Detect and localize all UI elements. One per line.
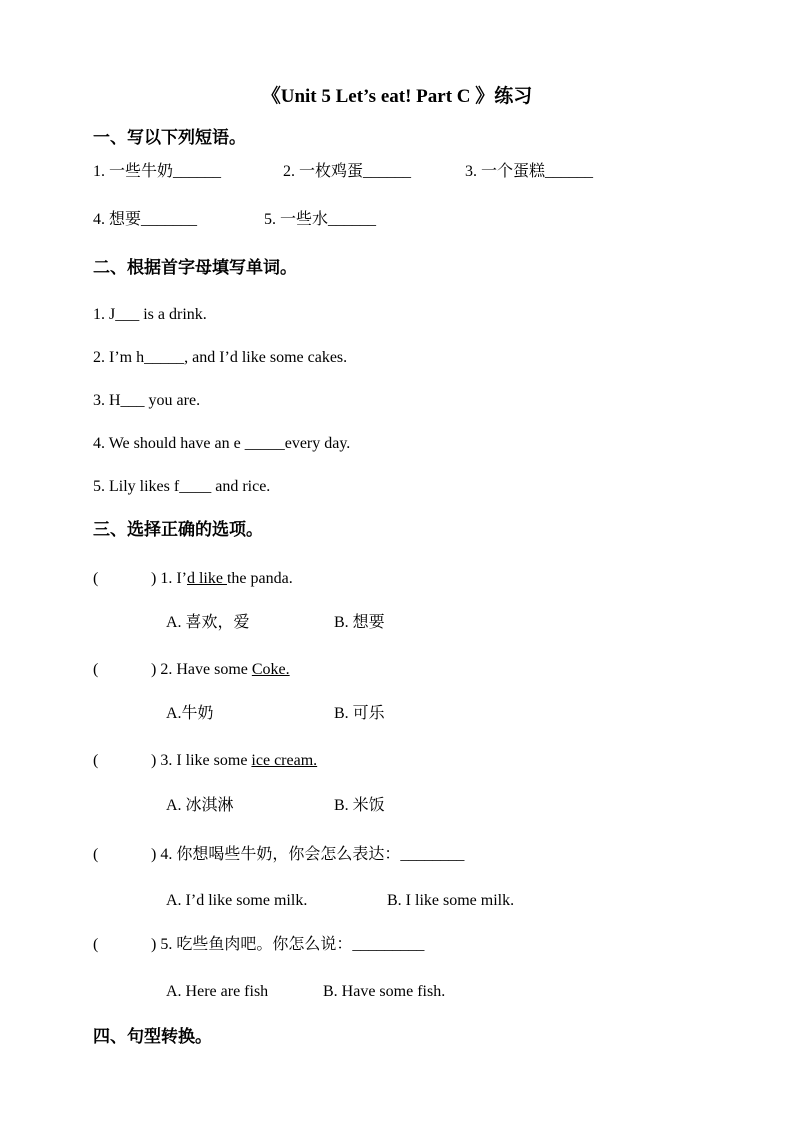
answer-paren-open: (: [93, 846, 99, 863]
section3-heading: 三、选择正确的选项。: [93, 520, 263, 539]
question-text: 5. 吃些鱼肉吧。你怎么说：_________: [160, 936, 425, 953]
choice-question-2: [93, 660, 290, 680]
option-b: B. I like some milk.: [387, 892, 515, 909]
choice-question-1: [93, 569, 293, 589]
option-a: A. I’d like some milk.: [166, 892, 308, 909]
question-text: 4. 你想喝些牛奶，你会怎么表达：________: [160, 846, 465, 863]
option-b: B. 想要: [334, 614, 385, 631]
option-a: A. 冰淇淋: [166, 797, 234, 814]
answer-paren-open: (: [93, 936, 99, 953]
option-b: B. Have some fish.: [323, 983, 446, 1000]
option-a: A.牛奶: [166, 705, 214, 722]
fill-item-5: 5. Lily likes f____ and rice.: [93, 478, 271, 495]
question-text: 2. Have some: [160, 661, 252, 678]
phrase-item-2: 2. 一枚鸡蛋______: [283, 163, 412, 180]
section4-heading: 四、句型转换。: [93, 1027, 212, 1046]
option-a: A. Here are fish: [166, 983, 269, 1000]
phrase-item-5: 5. 一些水______: [264, 211, 377, 228]
fill-item-4: 4. We should have an e _____every day.: [93, 435, 351, 452]
answer-paren-open: (: [93, 661, 99, 678]
answer-paren-close: ): [151, 936, 157, 953]
phrase-item-4: 4. 想要_______: [93, 211, 198, 228]
question-underlined-text: d like: [186, 570, 227, 587]
answer-paren-close: ): [151, 752, 157, 769]
answer-paren-close: ): [151, 846, 157, 863]
answer-paren-open: (: [93, 752, 99, 769]
fill-item-1: 1. J___ is a drink.: [93, 306, 207, 323]
choice-question-3: [93, 751, 317, 771]
choice-question-5: [93, 935, 424, 955]
option-b: B. 可乐: [334, 705, 385, 722]
section1-heading: 一、写以下列短语。: [93, 128, 246, 147]
section2-heading: 二、根据首字母填写单词。: [93, 258, 297, 277]
choice-question-4: [93, 845, 464, 865]
question-text: 1. I’: [160, 570, 187, 587]
phrase-item-1: 1. 一些牛奶______: [93, 163, 222, 180]
option-b: B. 米饭: [334, 797, 385, 814]
question-text-end: the panda.: [226, 570, 293, 587]
option-a: A. 喜欢，爱: [166, 614, 250, 631]
answer-paren-close: ): [151, 570, 157, 587]
phrase-item-3: 3. 一个蛋糕______: [465, 163, 594, 180]
fill-item-2: 2. I’m h_____, and I’d like some cakes.: [93, 349, 348, 366]
answer-paren-close: ): [151, 661, 157, 678]
question-underlined-text: ice cream.: [251, 752, 318, 769]
question-underlined-text: Coke.: [251, 661, 290, 678]
answer-paren-open: (: [93, 570, 99, 587]
page-title: 《Unit 5 Let’s eat! Part C 》练习: [261, 86, 533, 107]
question-text: 3. I like some: [160, 752, 252, 769]
fill-item-3: 3. H___ you are.: [93, 392, 201, 409]
